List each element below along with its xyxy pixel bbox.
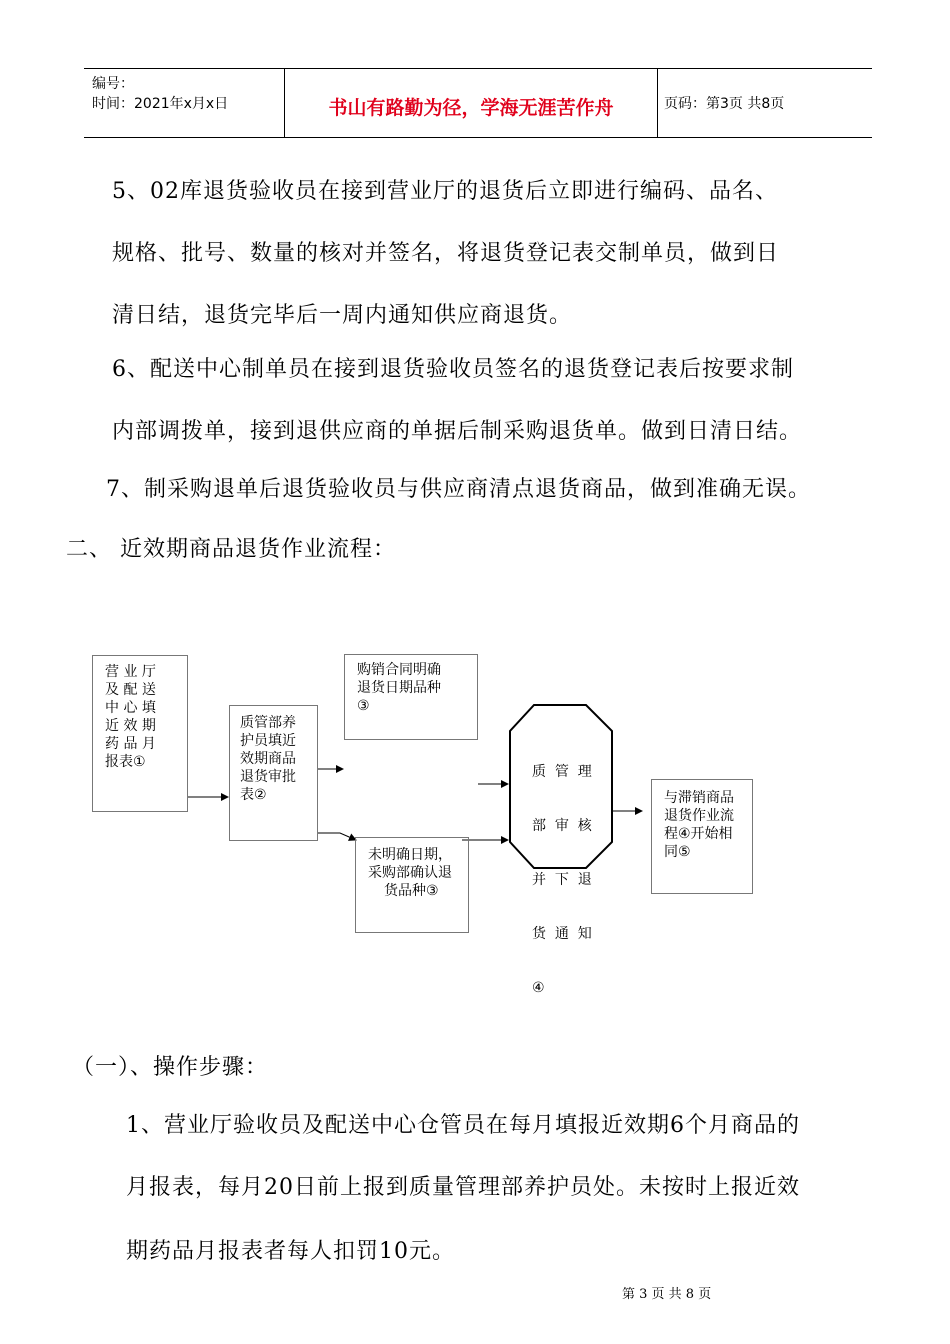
flow-text: 药 品 月 <box>105 736 156 752</box>
flow-text: 中 心 填 <box>105 700 156 716</box>
flow-box-monthly-report <box>92 655 188 812</box>
flow-text: 及 配 送 <box>105 682 156 698</box>
flow-text: 效期商品 <box>240 751 296 767</box>
flow-text: ④ <box>532 980 545 996</box>
flow-box-same-as-slow-moving <box>651 779 753 894</box>
flow-box-purchasing-confirm <box>355 837 469 933</box>
paragraph-5-line-1: 5、02库退货验收员在接到营业厅的退货后立即进行编码、品名、 <box>112 179 778 204</box>
flow-box-approval-form <box>229 705 318 841</box>
motto: 书山有路勤为径，学海无涯苦作舟 <box>328 97 614 119</box>
step-1-line-1: 1、营业厅验收员及配送中心仓管员在每月填报近效期6个月商品的 <box>126 1113 800 1138</box>
page-footer: 第 3 页 共 8 页 <box>622 1287 712 1302</box>
number-label: 编号： <box>92 76 134 92</box>
flow-text: 货品种③ <box>384 883 439 899</box>
date-label: 时间：2021年x月x日 <box>92 96 229 112</box>
page-info: 页码：第3页 共8页 <box>664 96 785 112</box>
paragraph-5-line-2: 规格、批号、数量的核对并签名，将退货登记表交制单员，做到日 <box>112 241 780 266</box>
paragraph-6-line-2: 内部调拨单，接到退供应商的单据后制采购退货单。做到日清日结。 <box>112 419 803 444</box>
flow-text: 近 效 期 <box>105 718 156 734</box>
flow-text: 退货作业流 <box>664 808 734 824</box>
paragraph-5-line-3: 清日结，退货完毕后一周内通知供应商退货。 <box>112 303 573 328</box>
flow-text: 表② <box>240 787 267 803</box>
flow-text: 部 审 核 <box>532 818 592 834</box>
flow-text: 未明确日期， <box>368 847 452 863</box>
flow-text: 采购部确认退 <box>368 865 452 881</box>
flow-text: 货 通 知 <box>532 926 592 942</box>
paragraph-7-line-1: 7、制采购退单后退货验收员与供应商清点退货商品，做到准确无误。 <box>106 477 811 502</box>
octagon-label <box>532 727 592 1033</box>
flow-text: 程④开始相 <box>664 826 733 842</box>
flow-text: 报表① <box>105 754 146 770</box>
operation-steps-heading: （一）、操作步骤： <box>72 1055 269 1080</box>
section-2-heading: 二、 近效期商品退货作业流程： <box>66 537 396 562</box>
flow-box-contract-defined <box>344 654 478 740</box>
paragraph-6-line-1: 6、配送中心制单员在接到退货验收员签名的退货登记表后按要求制 <box>112 357 794 382</box>
flow-text: 质管部养 <box>240 715 296 731</box>
flow-text: 退货审批 <box>240 769 296 785</box>
flow-text: 同⑤ <box>664 844 691 860</box>
flow-text: 质 管 理 <box>532 764 592 780</box>
step-1-line-2: 月报表，每月20日前上报到质量管理部养护员处。未按时上报近效 <box>126 1175 800 1200</box>
flow-text: 购销合同明确 <box>357 662 441 678</box>
flow-text: ③ <box>357 698 370 714</box>
flow-text: 营 业 厅 <box>105 664 156 680</box>
flow-text: 退货日期品种 <box>357 680 441 696</box>
flow-text: 护员填近 <box>240 733 296 749</box>
step-1-line-3: 期药品月报表者每人扣罚10元。 <box>126 1239 455 1264</box>
flow-text: 与滞销商品 <box>664 790 734 806</box>
flow-text: 并 下 退 <box>532 872 592 888</box>
